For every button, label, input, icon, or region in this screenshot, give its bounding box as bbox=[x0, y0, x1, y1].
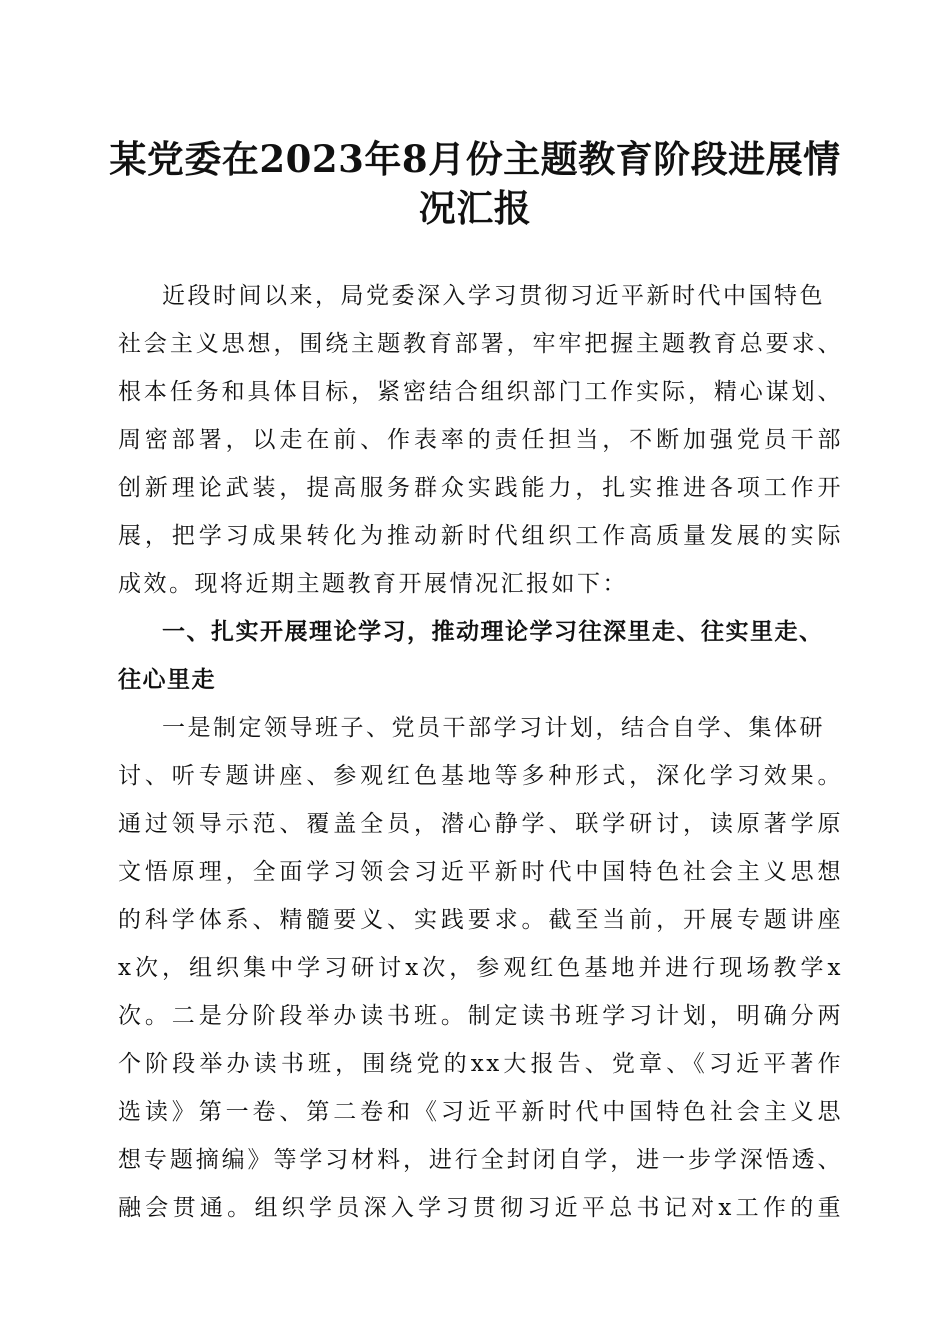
section-text-line: 讨、听专题讲座、参观红色基地等多种形式，深化学习效果。 bbox=[118, 763, 843, 789]
intro-line: 根本任务和具体目标，紧密结合组织部门工作实际，精心谋划、 bbox=[118, 379, 843, 405]
intro-line: 周密部署，以走在前、作表率的责任担当，不断加强党员干部 bbox=[118, 427, 843, 453]
section-heading-line: 往心里走 bbox=[118, 667, 216, 693]
section-text-line: 选读》第一卷、第二卷和《习近平新时代中国特色社会主义思 bbox=[118, 1099, 843, 1125]
intro-line: 展，把学习成果转化为推动新时代组织工作高质量发展的实际 bbox=[118, 523, 843, 549]
section-text-line: 个阶段举办读书班，围绕党的xx大报告、党章、《习近平著作 bbox=[118, 1051, 843, 1077]
document-title-line-2: 况汇报 bbox=[418, 186, 532, 230]
intro-line: 创新理论武装，提高服务群众实践能力，扎实推进各项工作开 bbox=[118, 475, 843, 501]
section-text-line: 一是制定领导班子、党员干部学习计划，结合自学、集体研 bbox=[162, 715, 825, 741]
intro-line: 社会主义思想，围绕主题教育部署，牢牢把握主题教育总要求、 bbox=[118, 331, 843, 357]
section-text-line: 次。二是分阶段举办读书班。制定读书班学习计划，明确分两 bbox=[118, 1003, 843, 1029]
section-text-line: 通过领导示范、覆盖全员，潜心静学、联学研讨，读原著学原 bbox=[118, 811, 843, 837]
intro-line: 近段时间以来，局党委深入学习贯彻习近平新时代中国特色 bbox=[162, 283, 825, 309]
section-text-line: 想专题摘编》等学习材料，进行全封闭自学，进一步学深悟透、 bbox=[118, 1147, 843, 1173]
section-text-line: 文悟原理，全面学习领会习近平新时代中国特色社会主义思想 bbox=[118, 859, 843, 885]
document-body bbox=[118, 272, 843, 1232]
intro-line: 成效。现将近期主题教育开展情况汇报如下： bbox=[118, 571, 628, 597]
section-text-line: 的科学体系、精髓要义、实践要求。截至当前，开展专题讲座 bbox=[118, 907, 843, 933]
document-title-line-1: 某党委在2023年8月份主题教育阶段进展情 bbox=[109, 137, 841, 181]
section-text-line: x次，组织集中学习研讨x次，参观红色基地并进行现场教学x bbox=[118, 955, 843, 981]
section-heading-line: 一、扎实开展理论学习，推动理论学习往深里走、往实里走、 bbox=[162, 619, 824, 645]
section-text-line: 融会贯通。组织学员深入学习贯彻习近平总书记对x工作的重 bbox=[118, 1195, 843, 1221]
